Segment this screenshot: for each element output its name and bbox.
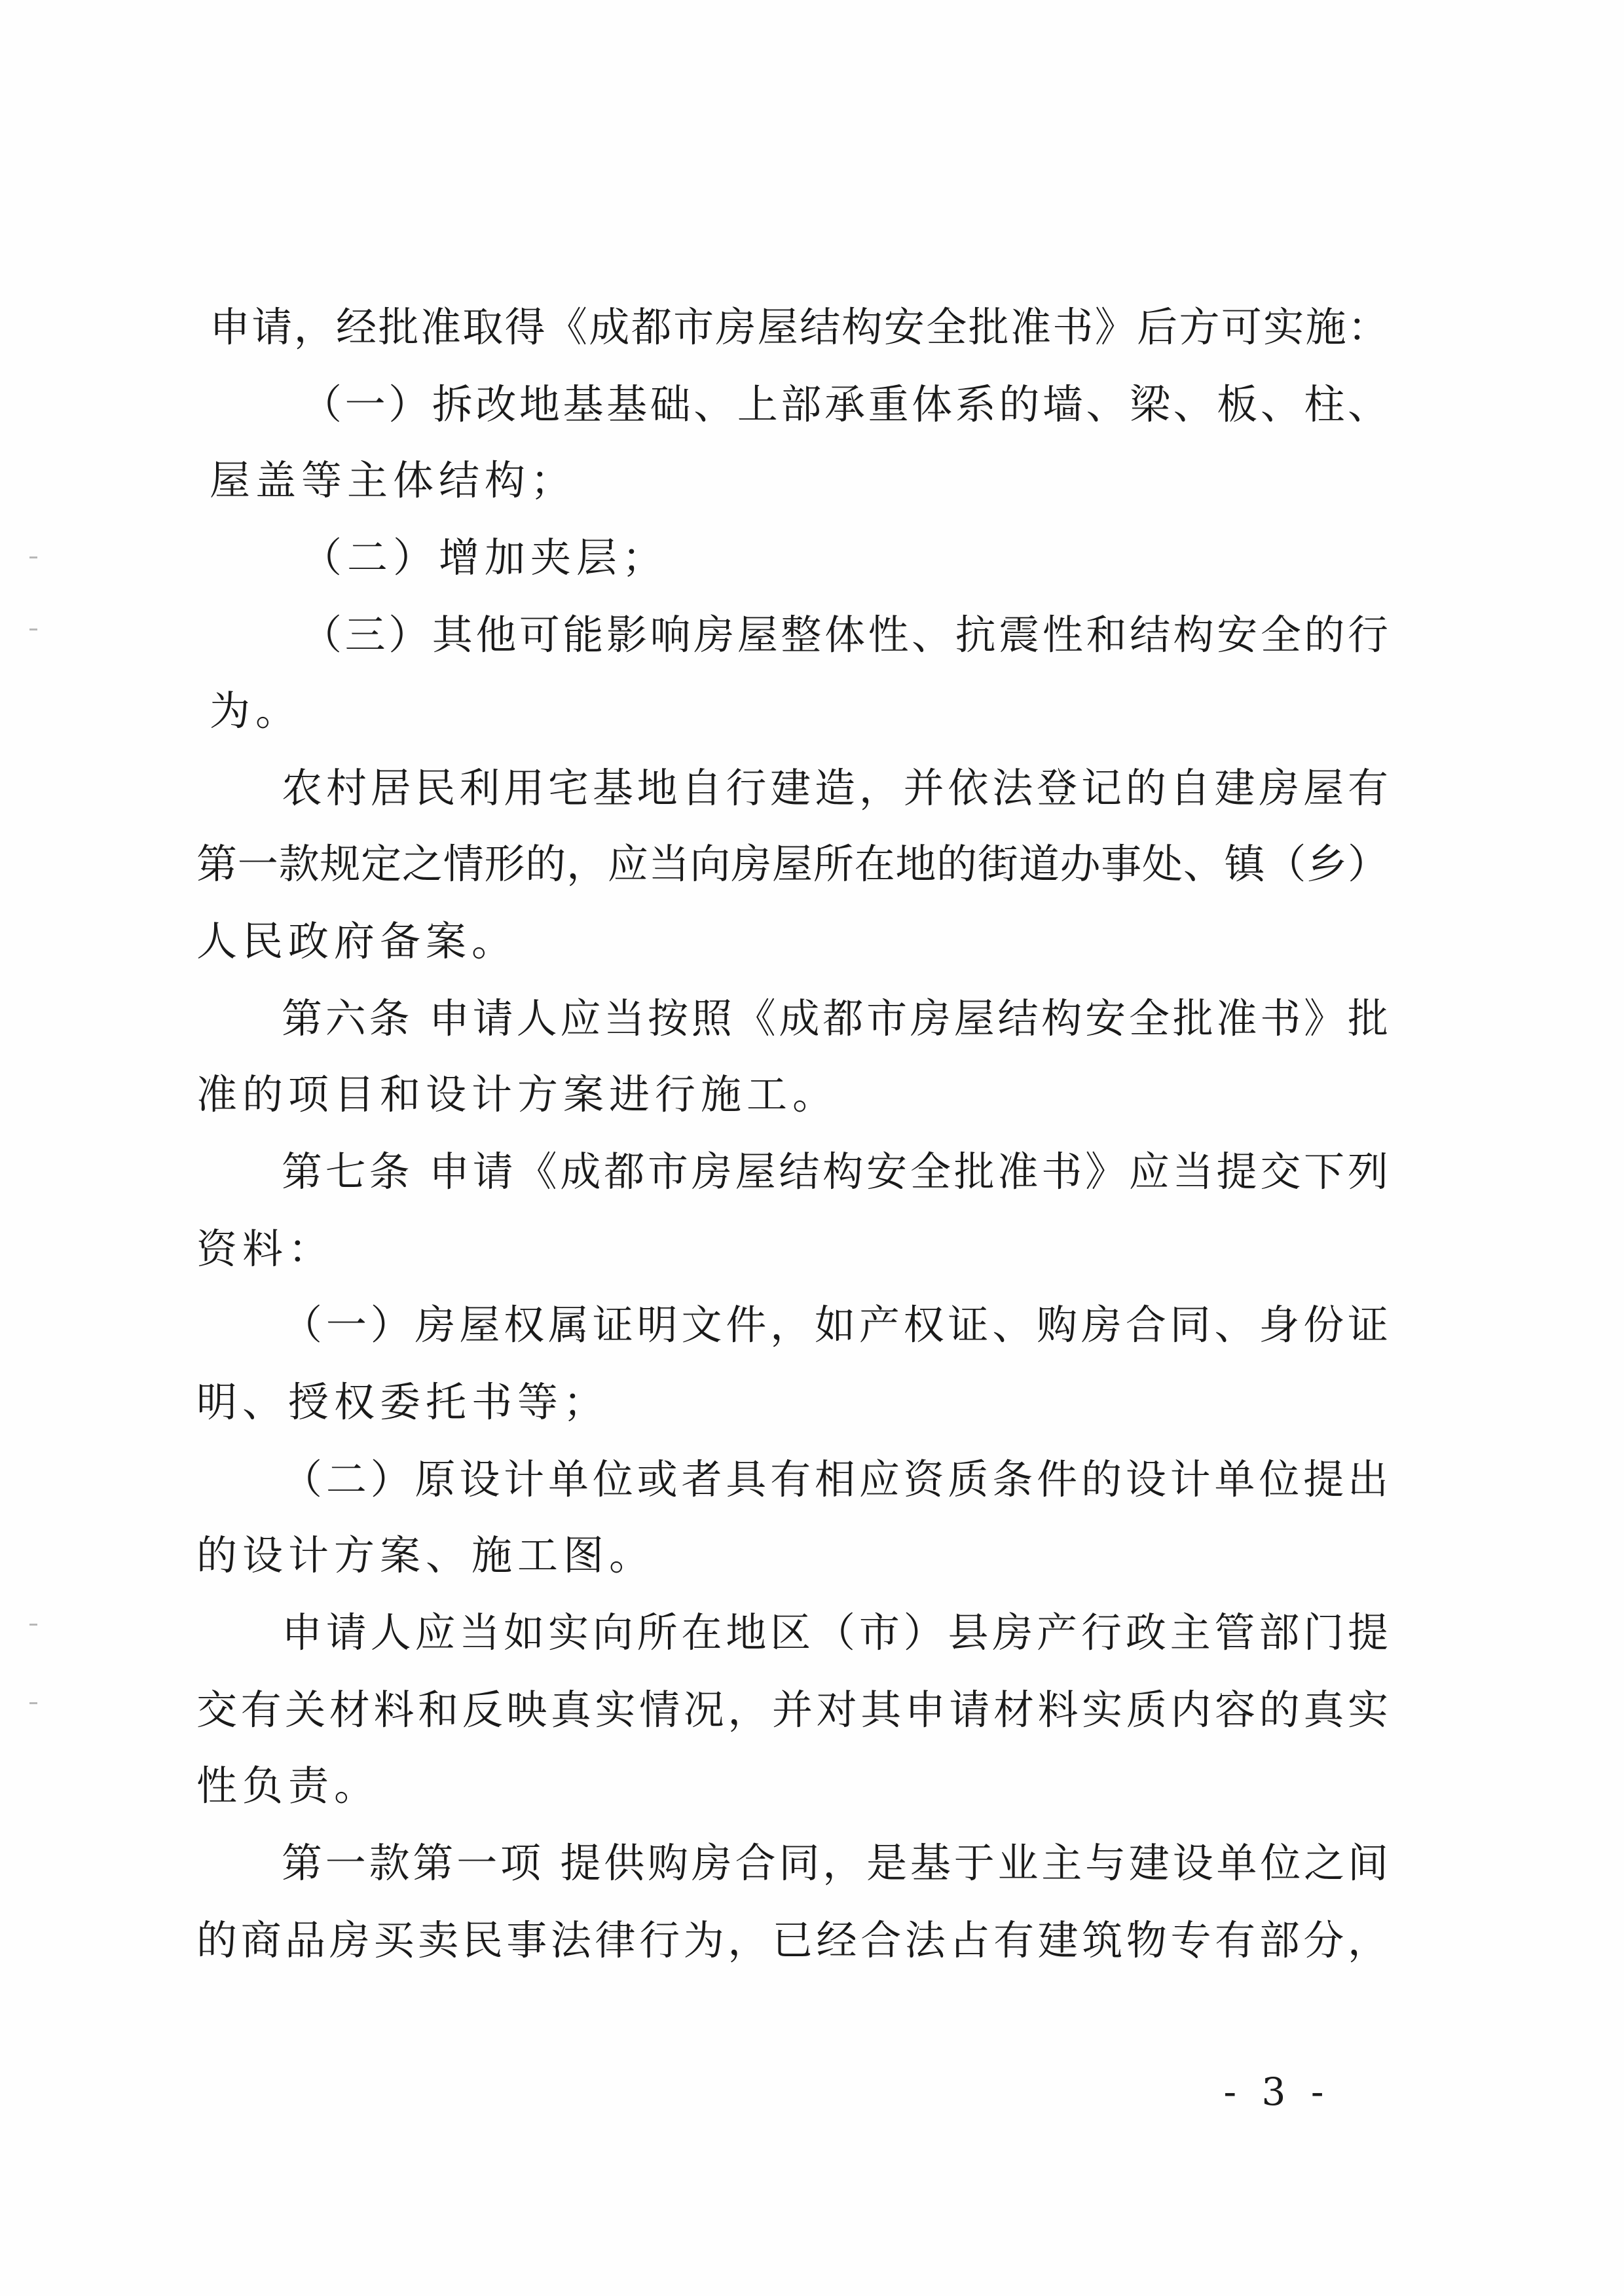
scan-artifact [29, 556, 37, 558]
text-line-19: 交有关材料和反映真实情况，并对其申请材料实质内容的真实 [196, 1686, 1388, 1734]
scan-artifact [29, 629, 37, 630]
scan-artifact [29, 1624, 37, 1626]
text-line-1: 申请，经批准取得《成都市房屋结构安全批准书》后方可实施： [210, 303, 1388, 351]
text-line-13: 资料： [196, 1225, 335, 1273]
text-line-7: 农村居民利用宅基地自行建造，并依法登记的自建房屋有 [282, 764, 1388, 812]
text-line-20: 性负责。 [196, 1762, 380, 1810]
text-line-9: 人民政府备案。 [196, 917, 518, 965]
text-line-21: 第一款第一项 提供购房合同，是基于业主与建设单位之间 [282, 1839, 1388, 1887]
text-line-10: 第六条 申请人应当按照《成都市房屋结构安全批准书》批 [282, 994, 1388, 1042]
page-number: - 3 - [1223, 2069, 1331, 2114]
text-line-3: 屋盖等主体结构； [210, 456, 577, 504]
text-line-11: 准的项目和设计方案进行施工。 [196, 1070, 839, 1118]
text-line-18: 申请人应当如实向所在地区（市）县房产行政主管部门提 [282, 1609, 1388, 1656]
text-line-2: （一）拆改地基基础、上部承重体系的墙、梁、板、柱、 [301, 380, 1388, 428]
text-line-12: 第七条 申请《成都市房屋结构安全批准书》应当提交下列 [282, 1148, 1388, 1195]
text-line-17: 的设计方案、施工图。 [196, 1531, 655, 1579]
text-line-14: （一）房屋权属证明文件，如产权证、购房合同、身份证 [282, 1301, 1388, 1349]
text-line-8: 第一款规定之情形的，应当向房屋所在地的街道办事处、镇（乡） [196, 840, 1388, 888]
text-line-4: （二）增加夹层； [301, 534, 669, 581]
text-line-16: （二）原设计单位或者具有相应资质条件的设计单位提出 [282, 1455, 1388, 1503]
text-line-5: （三）其他可能影响房屋整体性、抗震性和结构安全的行 [301, 611, 1388, 659]
scan-artifact [29, 1702, 37, 1704]
text-line-15: 明、授权委托书等； [196, 1378, 610, 1426]
text-line-6: 为。 [210, 687, 302, 735]
text-line-22: 的商品房买卖民事法律行为，已经合法占有建筑物专有部分， [196, 1916, 1388, 1964]
